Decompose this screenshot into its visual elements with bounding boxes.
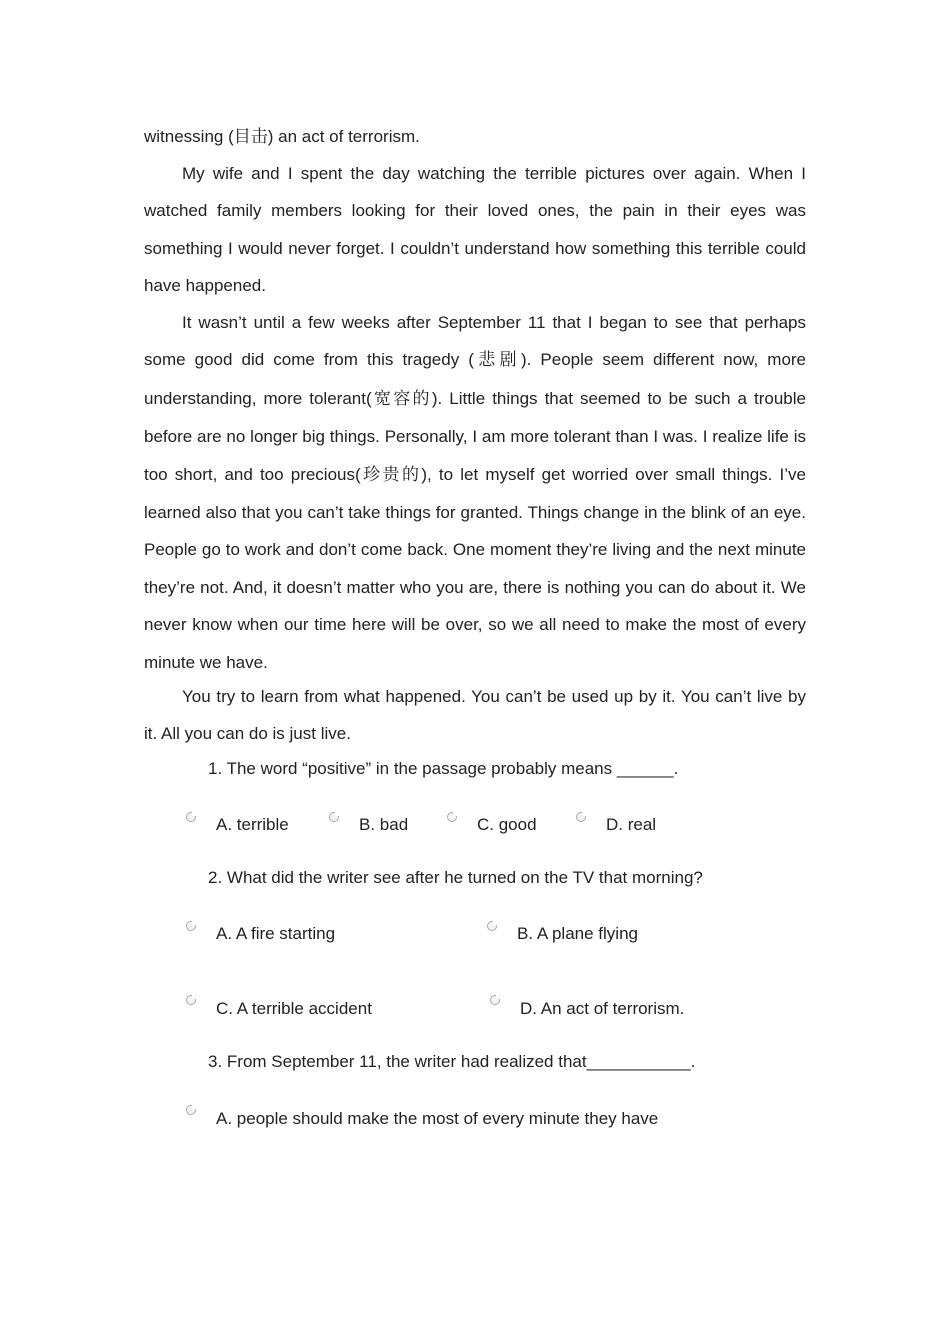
question-2-option-a-label: A. A fire starting bbox=[216, 924, 336, 943]
question-1-option-b-radio[interactable] bbox=[329, 812, 339, 822]
passage-paragraph-3: You try to learn from what happened. You can’t be used up by it. You can’t live by it. All you can do is just live. bbox=[144, 687, 806, 744]
passage-paragraph-0: witnessing (目击) an act of terrorism. bbox=[144, 127, 420, 146]
question-2-text: 2. What did the writer see after he turned on the TV that morning? bbox=[208, 868, 703, 887]
question-3-text: 3. From September 11, the writer had realized that___________. bbox=[208, 1052, 696, 1071]
question-1-option-d-radio[interactable] bbox=[576, 812, 586, 822]
question-1-option-c-radio[interactable] bbox=[447, 812, 457, 822]
question-2-option-d-radio[interactable] bbox=[490, 995, 500, 1005]
question-1-option-a-radio[interactable] bbox=[186, 812, 196, 822]
question-2-option-b-radio[interactable] bbox=[487, 921, 497, 931]
question-1-option-d-label: D. real bbox=[606, 815, 657, 834]
question-3-option-a-radio[interactable] bbox=[186, 1105, 196, 1115]
question-2-option-c-radio[interactable] bbox=[186, 995, 196, 1005]
question-2-option-b-label: B. A plane flying bbox=[517, 924, 638, 943]
question-2-option-c-label: C. A terrible accident bbox=[216, 999, 372, 1018]
question-1-option-a-label: A. terrible bbox=[216, 815, 289, 834]
question-2-option-a-radio[interactable] bbox=[186, 921, 196, 931]
question-1-text: 1. The word “positive” in the passage probably means ______. bbox=[208, 759, 679, 778]
passage-paragraph-1: My wife and I spent the day watching the terrible pictures over again. When I watched family members looking for their loved ones, the pain in their eyes was something I would never forget. I couldn’t understand how something this terrible could have happened. bbox=[144, 164, 806, 296]
question-1-option-b-label: B. bad bbox=[359, 815, 409, 834]
question-1-option-c-label: C. good bbox=[477, 815, 537, 834]
passage-paragraph-2: It wasn’t until a few weeks after September 11 that I began to see that perhaps some good did come from this tragedy (悲剧). People seem different now, more understanding, more tolerant(宽容的). Little things that seemed to be such a trouble before are no longer big things. Personally, I am more tolerant than I was. I realize life is too short, and too precious(珍贵的), to let myself get worried over small things. I’ve learned also that you can’t take things for granted. Things change in the blink of an eye. People go to work and don’t come back. One moment they’re living and the next minute they’re not. And, it doesn’t matter who you are, there is nothing you can do about it. We never know when our time here will be over, so we all need to make the most of every minute we have. bbox=[144, 313, 807, 672]
question-3-option-a-label: A. people should make the most of every minute they have bbox=[216, 1109, 659, 1128]
question-2-option-d-label: D. An act of terrorism. bbox=[520, 999, 685, 1018]
